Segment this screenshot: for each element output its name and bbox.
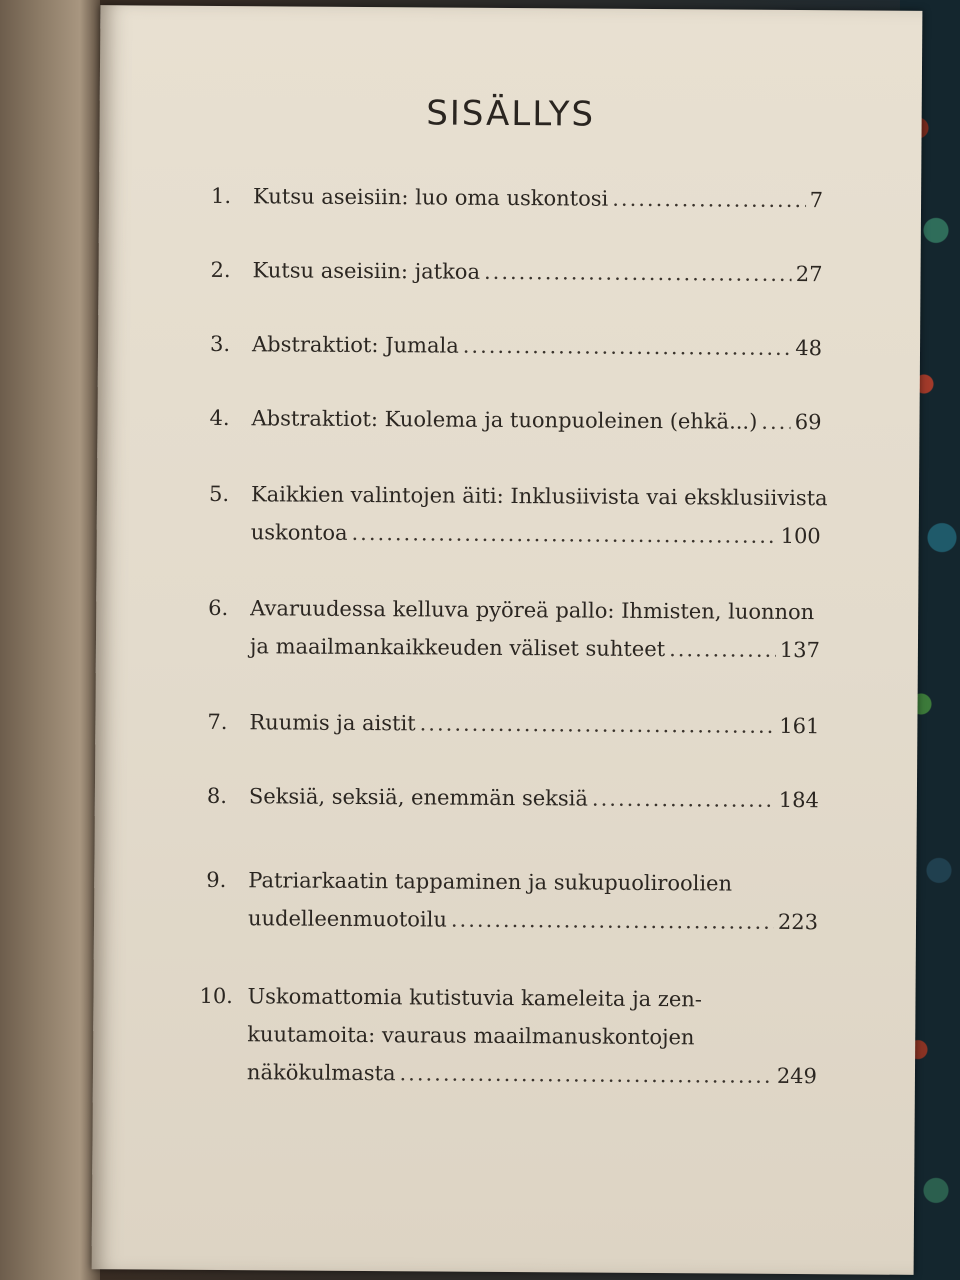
toc-entry-number: 1. xyxy=(211,183,232,209)
toc-entry-1 xyxy=(211,183,824,213)
toc-entry-page: 184 xyxy=(778,787,819,813)
toc-entry-title-line: uskontoa xyxy=(250,520,348,545)
toc-entry-number: 10. xyxy=(199,983,233,1009)
toc-entry-10 xyxy=(199,983,818,1089)
dot-leader xyxy=(592,787,775,812)
table-of-contents xyxy=(199,183,828,1089)
toc-entry-page: 27 xyxy=(795,262,823,287)
toc-entry-page: 48 xyxy=(795,336,823,361)
toc-entry-page: 100 xyxy=(780,523,821,549)
toc-entry-6 xyxy=(208,595,821,663)
toc-entry-page: 7 xyxy=(809,188,824,213)
toc-entry-8 xyxy=(206,783,819,813)
dot-leader xyxy=(484,260,792,286)
toc-entry-title-line: ja maailmankaikkeuden väliset suhteet xyxy=(249,634,666,662)
dot-leader xyxy=(669,637,776,662)
toc-entry-page: 249 xyxy=(776,1063,818,1089)
dot-leader xyxy=(399,1061,773,1088)
toc-entry-5 xyxy=(208,481,828,549)
toc-entry-title: Ruumis ja aistit xyxy=(249,710,416,736)
dot-leader xyxy=(351,521,776,548)
dot-leader xyxy=(463,334,792,360)
toc-entry-title-line: Patriarkaatin tappaminen ja sukupuoliroolien xyxy=(248,868,733,896)
toc-entry-title-line: Avaruudessa kelluva pyöreä pallo: Ihmisten, luonnon xyxy=(250,596,815,625)
toc-entry-title-line: kuutamoita: vauraus maailmanuskontojen xyxy=(247,1022,695,1050)
toc-entry-number: 3. xyxy=(209,331,231,357)
page-title: SISÄLLYS xyxy=(426,93,596,135)
dot-leader xyxy=(761,410,791,434)
toc-entry-page: 223 xyxy=(777,909,819,935)
toc-entry-title: Abstraktiot: Jumala xyxy=(251,332,459,358)
previous-page-edge xyxy=(0,0,100,1280)
toc-entry-number: 2. xyxy=(210,257,231,283)
toc-entry-number: 8. xyxy=(206,783,228,809)
toc-entry-number: 7. xyxy=(207,709,228,735)
toc-entry-title: Seksiä, seksiä, enemmän seksiä xyxy=(248,784,589,811)
toc-entry-title-line: Kaikkien valintojen äiti: Inklusiivista vai eksklusiivista xyxy=(250,482,828,511)
toc-entry-2 xyxy=(210,257,823,287)
toc-entry-title-line: Uskomattomia kutistuvia kameleita ja zen- xyxy=(247,984,703,1012)
toc-entry-page: 137 xyxy=(779,637,821,663)
toc-entry-title-line: uudelleenmuotoilu xyxy=(247,906,447,932)
toc-entry-title: Kutsu aseisiin: jatkoa xyxy=(252,258,481,284)
dot-leader xyxy=(612,187,806,212)
toc-entry-title-line: näkökulmasta xyxy=(246,1060,396,1086)
toc-entry-9 xyxy=(206,867,819,935)
toc-entry-number: 5. xyxy=(208,481,230,507)
toc-entry-7 xyxy=(207,709,820,739)
toc-entry-number: 4. xyxy=(209,405,230,431)
toc-entry-number: 9. xyxy=(206,867,227,893)
dot-leader xyxy=(451,908,774,934)
dot-leader xyxy=(420,711,776,737)
toc-entry-number: 6. xyxy=(208,595,229,621)
book-page xyxy=(92,5,923,1275)
toc-entry-4 xyxy=(209,405,822,435)
toc-entry-3 xyxy=(209,331,823,361)
toc-entry-title: Abstraktiot: Kuolema ja tuonpuoleinen (ehkä...) xyxy=(251,406,758,434)
toc-entry-title: Kutsu aseisiin: luo oma uskontosi xyxy=(253,184,609,211)
toc-entry-page: 69 xyxy=(794,410,822,435)
toc-entry-page: 161 xyxy=(779,713,820,739)
